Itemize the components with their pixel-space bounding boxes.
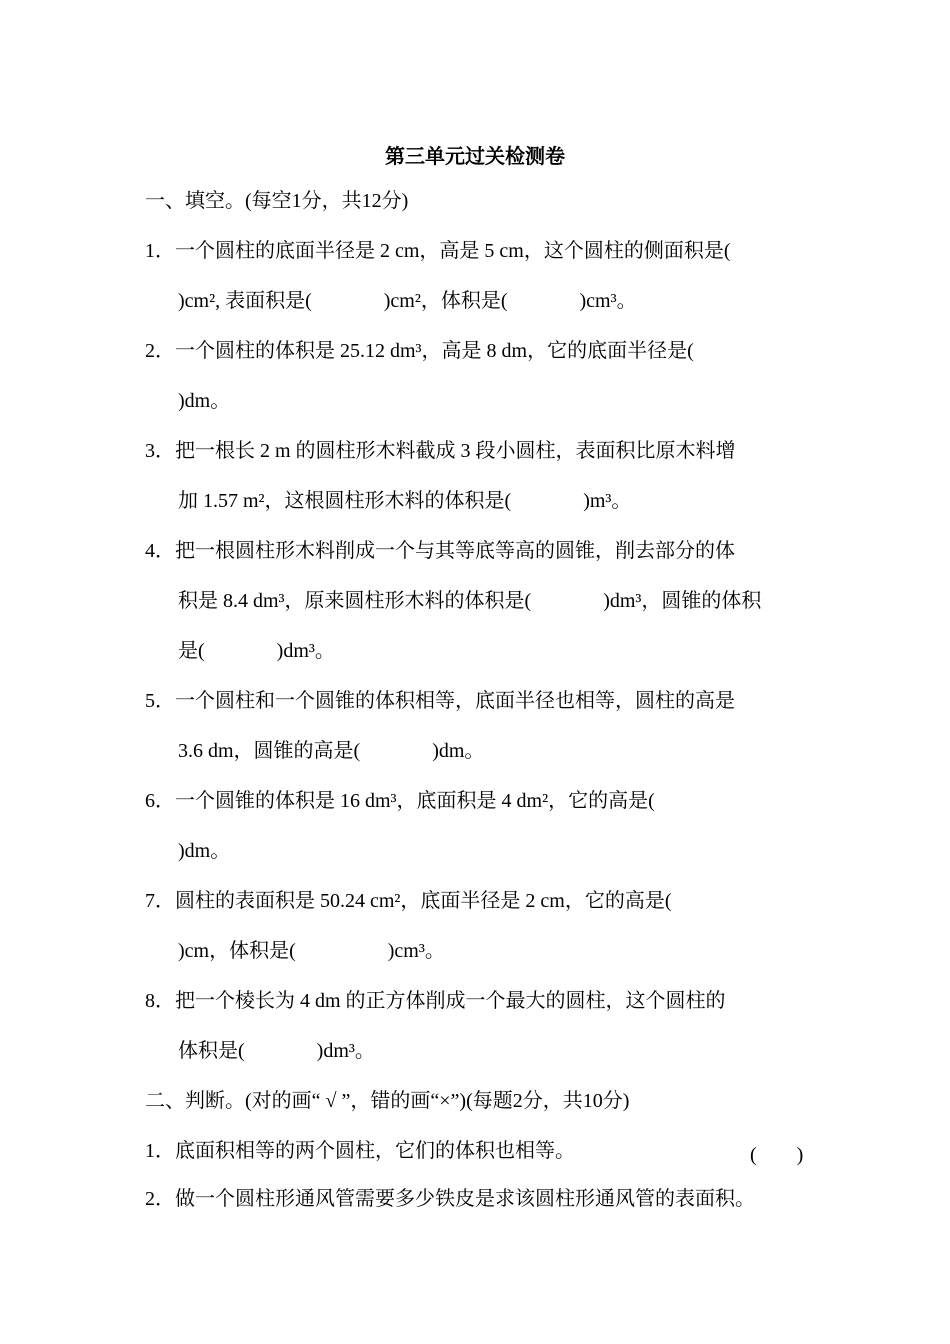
question-7-line-2 [178,938,843,964]
question-8-line-1: 8．把一个棱长为 4 dm 的正方体削成一个最大的圆柱，这个圆柱的 [145,990,726,1012]
question-5-text-b: 3.6 dm，圆锥的高是( [178,740,361,762]
question-4-line-1: 4．把一根圆柱形木料削成一个与其等底等高的圆锥，削去部分的体 [145,540,735,562]
question-4-text-c: )dm³，圆锥的体积 [603,590,762,612]
question-4-line-3 [178,638,843,664]
question-8-text-c: )dm³。 [316,1040,375,1062]
judge-question-2: 2．做一个圆柱形通风管需要多少铁皮是求该圆柱形通风管的表面积。 [145,1188,755,1210]
question-3-line-1: 3．把一根长 2 m 的圆柱形木料截成 3 段小圆柱，表面积比原木料增 [145,440,736,462]
section1-heading: 一、填空。(每空1分，共12分) [145,190,409,212]
question-1-line-1: 1．一个圆柱的底面半径是 2 cm，高是 5 cm，这个圆柱的侧面积是( [145,240,731,262]
question-2-line-2: )dm。 [178,390,231,412]
question-8-line-2 [178,1038,843,1064]
question-6-line-2: )dm。 [178,840,231,862]
question-4-line-2 [178,588,843,614]
question-4-text-b: 积是 8.4 dm³，原来圆柱形木料的体积是( [178,590,532,612]
question-5-line-1: 5．一个圆柱和一个圆锥的体积相等，底面半径也相等，圆柱的高是 [145,690,735,712]
question-7-text-c: )cm³。 [387,940,445,962]
question-1-line-2 [178,288,843,314]
question-4-text-d: 是( [178,640,205,662]
question-3-text-c: )m³。 [583,490,632,512]
question-1-text-d: )cm³。 [579,290,637,312]
question-1-text-b: )cm², 表面积是( [178,290,312,312]
question-5-text-c: )dm。 [432,740,485,762]
question-3-line-2 [178,488,843,514]
page-title: 第三单元过关检测卷 [385,146,565,168]
question-1-text-c: )cm²，体积是( [383,290,508,312]
judge-answer-bracket[interactable]: ( ) [750,1144,804,1166]
question-5-line-2 [178,738,843,764]
section2-heading: 二、判断。(对的画“ √ ”，错的画“×”)(每题2分，共10分) [145,1090,630,1112]
question-4-text-e: )dm³。 [276,640,335,662]
judge-question-1: 1．底面积相等的两个圆柱，它们的体积也相等。 [145,1140,575,1162]
question-7-line-1: 7．圆柱的表面积是 50.24 cm²，底面半径是 2 cm，它的高是( [145,890,672,912]
question-2-line-1: 2．一个圆柱的体积是 25.12 dm³，高是 8 dm，它的底面半径是( [145,340,694,362]
question-3-text-b: 加 1.57 m²，这根圆柱形木料的体积是( [178,490,512,512]
question-8-text-b: 体积是( [178,1040,245,1062]
question-7-text-b: )cm，体积是( [178,940,296,962]
question-6-line-1: 6．一个圆锥的体积是 16 dm³，底面积是 4 dm²，它的高是( [145,790,655,812]
